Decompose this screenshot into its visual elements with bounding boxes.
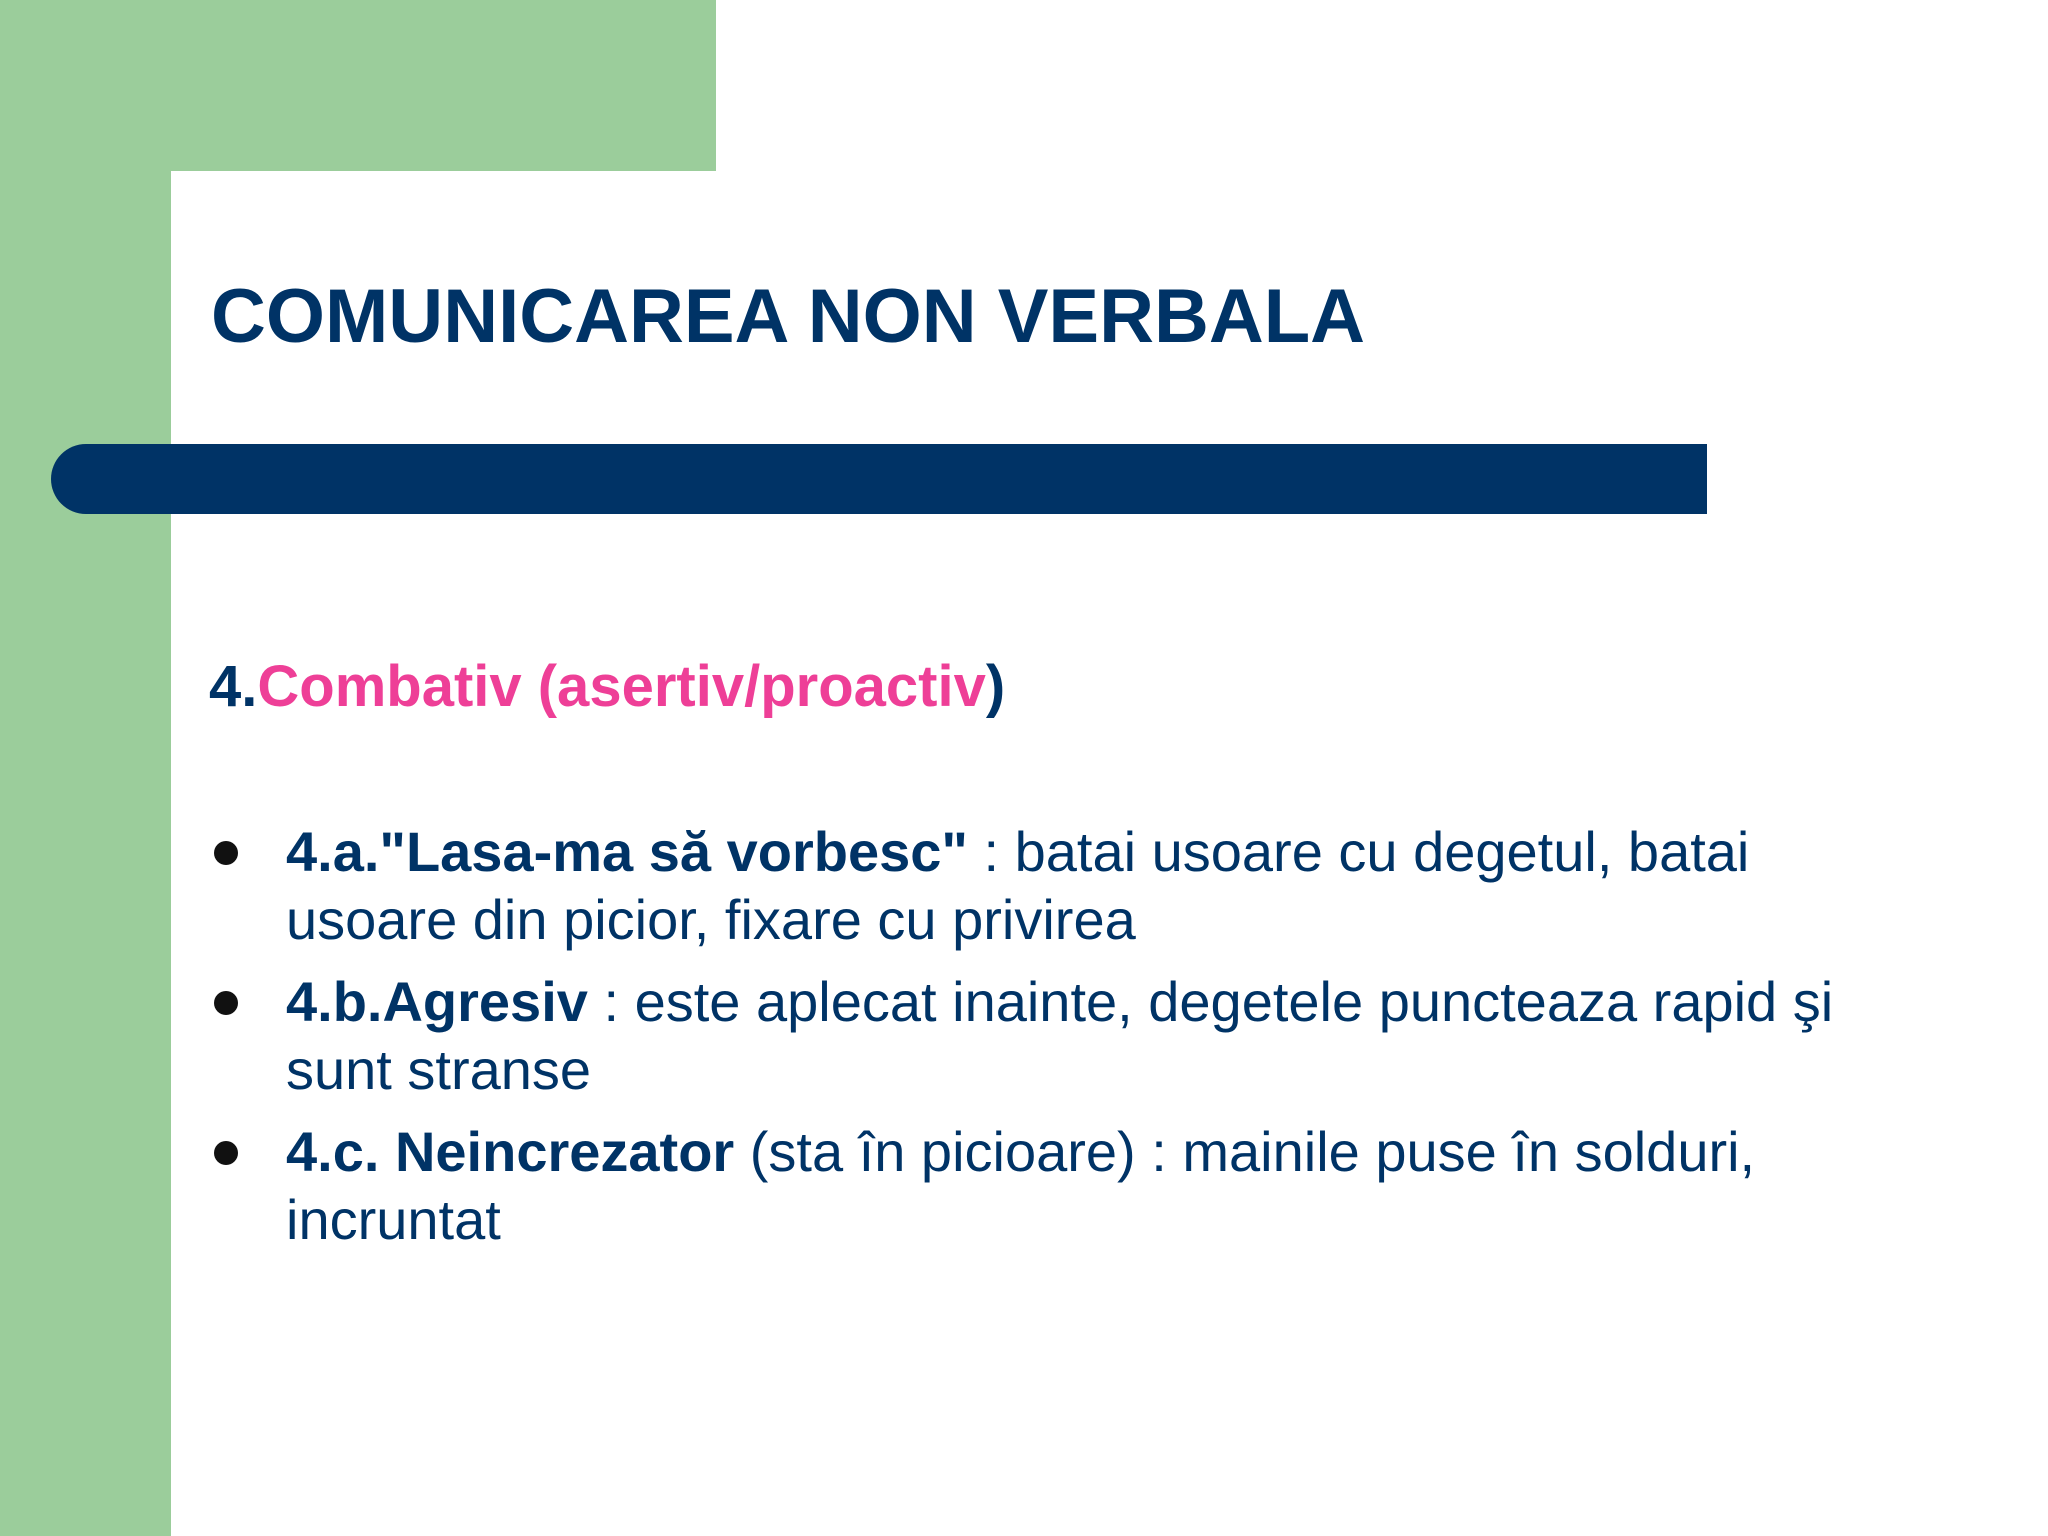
section-label: Combativ (asertiv/proactiv xyxy=(257,654,986,719)
bullet-text: : batai usoare cu degetul, batai usoare din picior, fixare cu privirea xyxy=(286,820,1750,951)
bullet-text: : este aplecat inainte, degetele puncteaza rapid şi sunt stranse xyxy=(286,970,1834,1101)
section-label-close: ) xyxy=(985,654,1006,719)
decorative-navy-bar xyxy=(51,444,1707,514)
bullet-text: (sta în picioare) : mainile puse în solduri, incruntat xyxy=(286,1120,1756,1251)
bullet-dot-icon xyxy=(214,991,238,1015)
section-heading xyxy=(209,652,1005,722)
bullet-dot-icon xyxy=(214,1141,238,1165)
bullet-bold-label: 4.c. Neincrezator xyxy=(286,1120,735,1183)
slide-title: COMUNICAREA NON VERBALA xyxy=(211,274,1366,359)
decorative-green-band-left xyxy=(0,0,171,1536)
bullet-item xyxy=(209,818,1849,954)
bullet-bold-label: 4.a."Lasa-ma să vorbesc" xyxy=(286,820,968,883)
bullet-list xyxy=(209,818,1849,1268)
bullet-dot-icon xyxy=(214,841,238,865)
bullet-bold-label: 4.b.Agresiv xyxy=(286,970,588,1033)
section-number: 4. xyxy=(209,654,258,719)
bullet-item xyxy=(209,968,1849,1104)
bullet-item xyxy=(209,1118,1849,1254)
